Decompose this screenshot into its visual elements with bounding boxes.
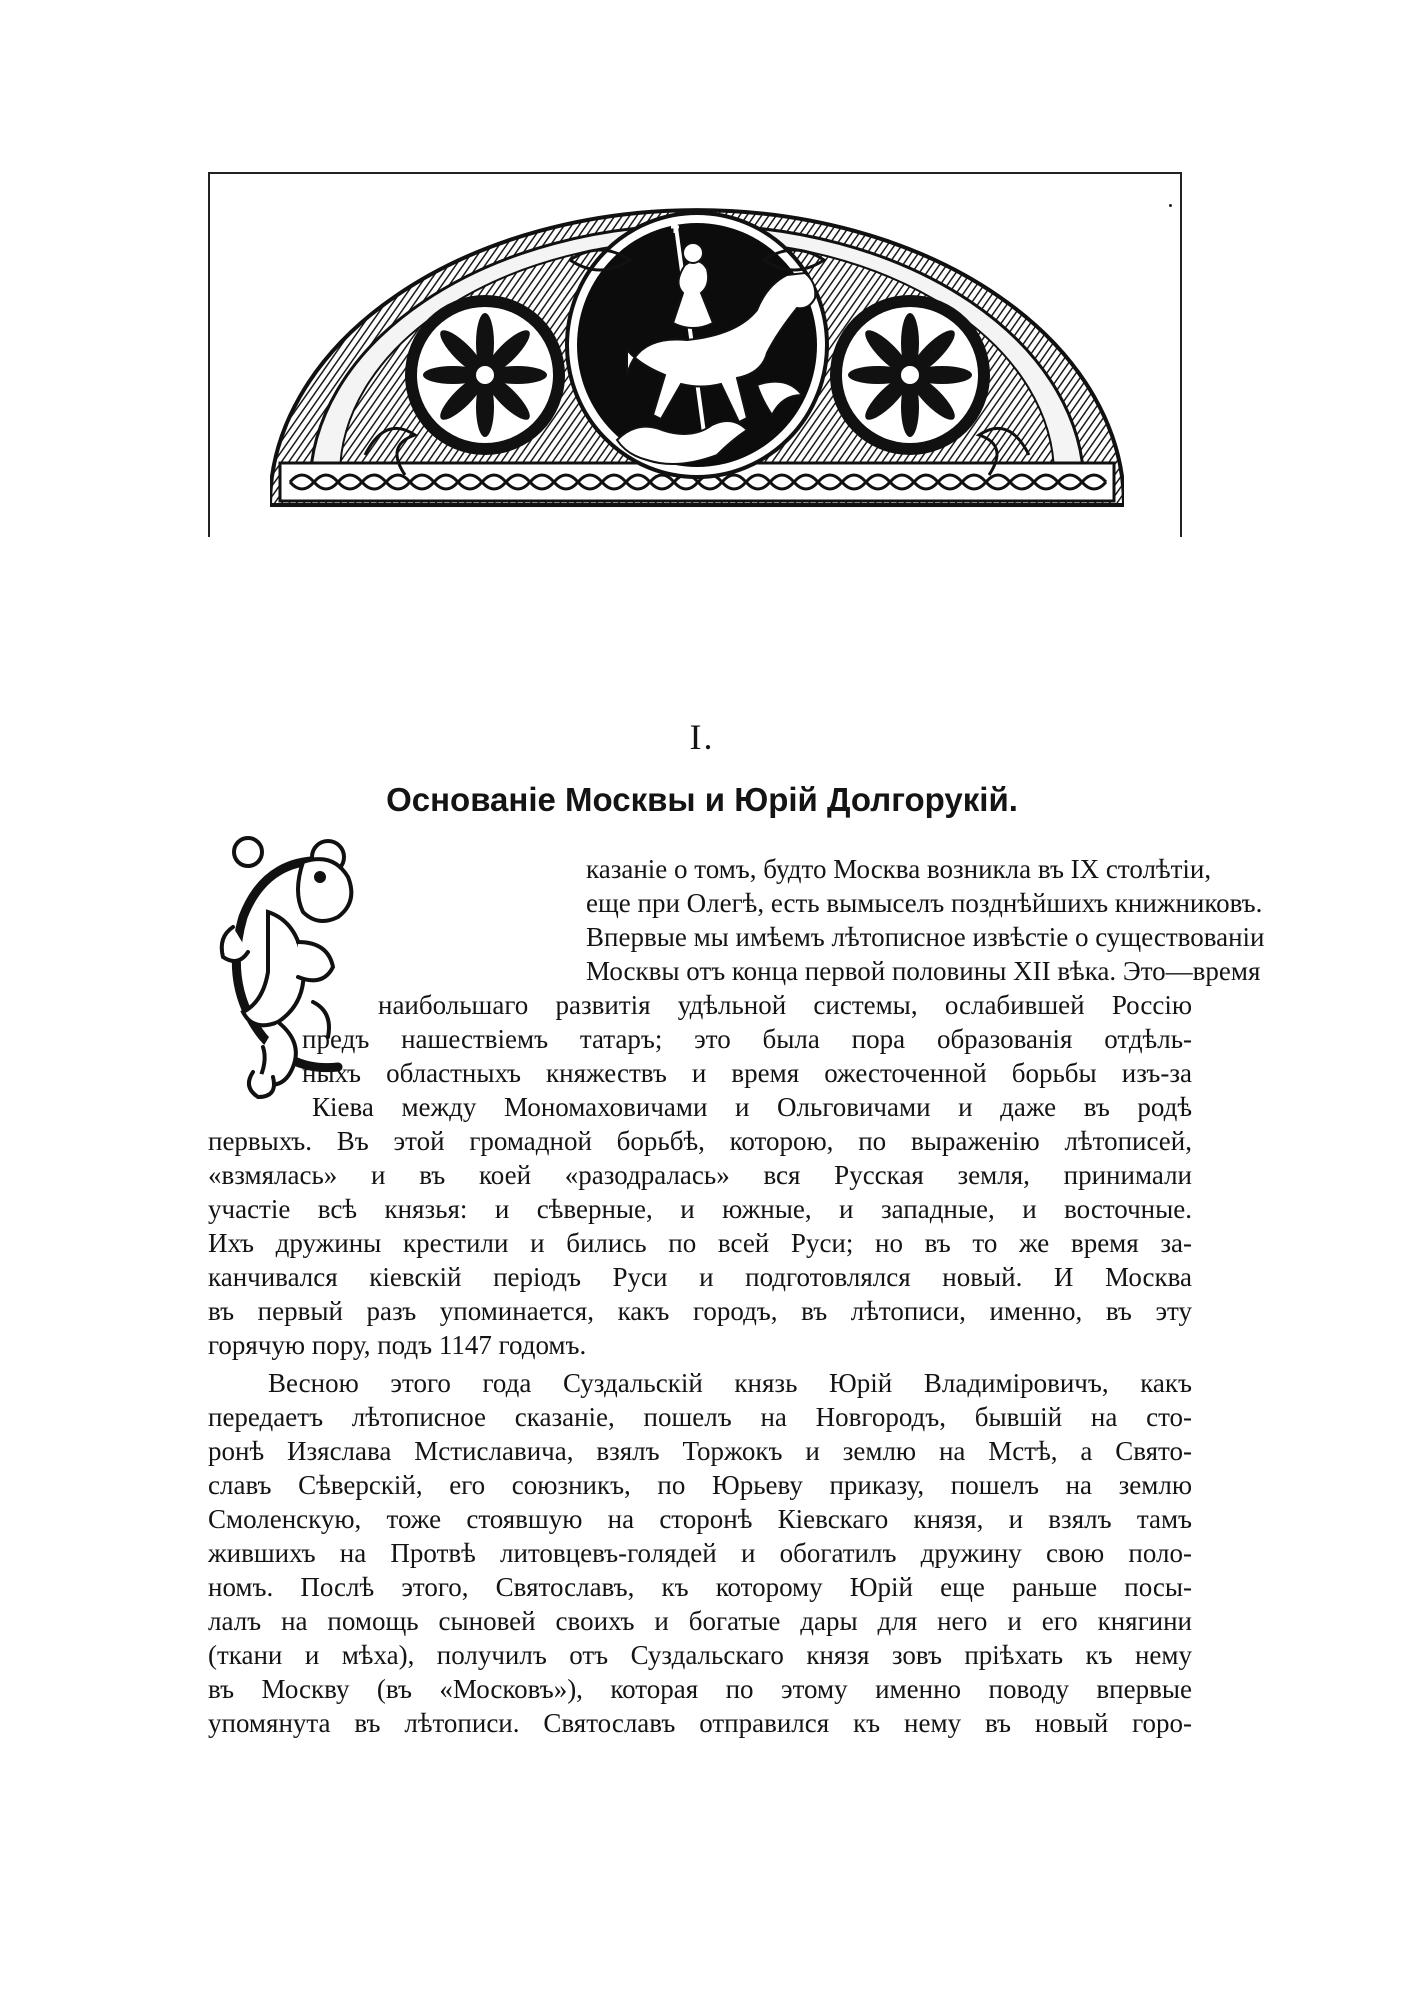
- text-line: въ Москву (въ «Московъ»), которая по этому именно поводу впервые: [208, 1674, 1192, 1704]
- text-line: номъ. Послѣ этого, Святославъ, къ которому Юрій еще раньше посы-: [208, 1572, 1192, 1602]
- text-line: Весною этого года Суздальскій князь Юрій Владиміровичъ, какъ: [268, 1368, 1192, 1398]
- chapter-number: I.: [689, 717, 715, 757]
- text-line: Впервые мы имѣемъ лѣтописное извѣстіе о существованіи: [586, 922, 1265, 952]
- paragraph-1-wrapped-2: [378, 988, 1192, 1022]
- text-line: «взмялась» и въ коей «разодралась» вся Русская земля, принимали: [208, 1160, 1192, 1190]
- frame-dot: [1169, 204, 1172, 207]
- text-line: еще при Олегѣ, есть вымыселъ позднѣйшихъ книжниковъ.: [586, 888, 1263, 918]
- paragraph-1-wrapped-3: [302, 1022, 1192, 1090]
- text-line: Кіева между Мономаховичами и Ольговичами и даже въ родѣ: [312, 1092, 1192, 1122]
- text-line: канчивался кіевскій періодъ Руси и подготовлялся новый. И Москва: [208, 1262, 1192, 1292]
- text-line: лалъ на помощь сыновей своихъ и богатые дары для него и его княгини: [208, 1606, 1192, 1636]
- text-line: (ткани и мѣха), получилъ отъ Суздальскаго князя зовъ пріѣхать къ нему: [208, 1640, 1192, 1670]
- text-line: наибольшаго развитія удѣльной системы, ослабившей Россію: [378, 990, 1192, 1020]
- text-line: Ихъ дружины крестили и бились по всей Руси; но въ то же время за-: [208, 1228, 1192, 1258]
- text-line: жившихъ на Протвѣ литовцевъ-голядей и обогатилъ дружину свою поло-: [208, 1538, 1192, 1568]
- text-line: ныхъ областныхъ княжествъ и время ожесточенной борьбы изъ-за: [302, 1058, 1192, 1088]
- text-line: упомянута въ лѣтописи. Святославъ отправился къ нему въ новый горо-: [208, 1708, 1192, 1738]
- text-line: горячую пору, подъ 1147 годомъ.: [208, 1330, 587, 1360]
- text-line: Смоленскую, тоже стоявшую на сторонѣ Кіевскаго князя, и взялъ тамъ: [208, 1504, 1192, 1534]
- paragraph-1-wrapped: [586, 852, 1265, 988]
- text-line: Москвы отъ конца первой половины XII вѣка. Это—время: [586, 956, 1261, 986]
- text-line: передаетъ лѣтописное сказаніе, пошелъ на Новгородъ, бывшій на сто-: [208, 1402, 1192, 1432]
- headpiece-ornament: [270, 205, 1124, 510]
- st-george-medallion: [567, 213, 827, 477]
- text-line: участіе всѣ князья: и сѣверные, и южные, и западные, и восточные.: [208, 1194, 1192, 1224]
- text-line: первыхъ. Въ этой громадной борьбѣ, которою, по выраженію лѣтописей,: [208, 1126, 1192, 1156]
- text-line: казаніе о томъ, будто Москва возникла въ IX столѣтіи,: [586, 854, 1212, 884]
- paragraph-2-first: [268, 1366, 1192, 1400]
- text-line: славъ Сѣверскій, его союзникъ, по Юрьеву приказу, пошелъ на землю: [208, 1470, 1192, 1500]
- paragraph-1: [208, 1124, 1192, 1362]
- chapter-title: Основаніе Москвы и Юрій Долгорукій.: [386, 781, 1018, 818]
- left-rosette: [405, 295, 565, 455]
- text-line: въ первый разъ упоминается, какъ городъ, въ лѣтописи, именно, въ эту: [208, 1296, 1192, 1326]
- paragraph-1-wrapped-4: [312, 1090, 1192, 1124]
- right-rosette: [830, 295, 990, 455]
- text-line: предъ нашествіемъ татаръ; это была пора образованія отдѣль-: [302, 1024, 1192, 1054]
- paragraph-2: [208, 1400, 1192, 1740]
- text-line: ронѣ Изяслава Мстиславича, взялъ Торжокъ и землю на Мстѣ, а Свято-: [208, 1436, 1192, 1466]
